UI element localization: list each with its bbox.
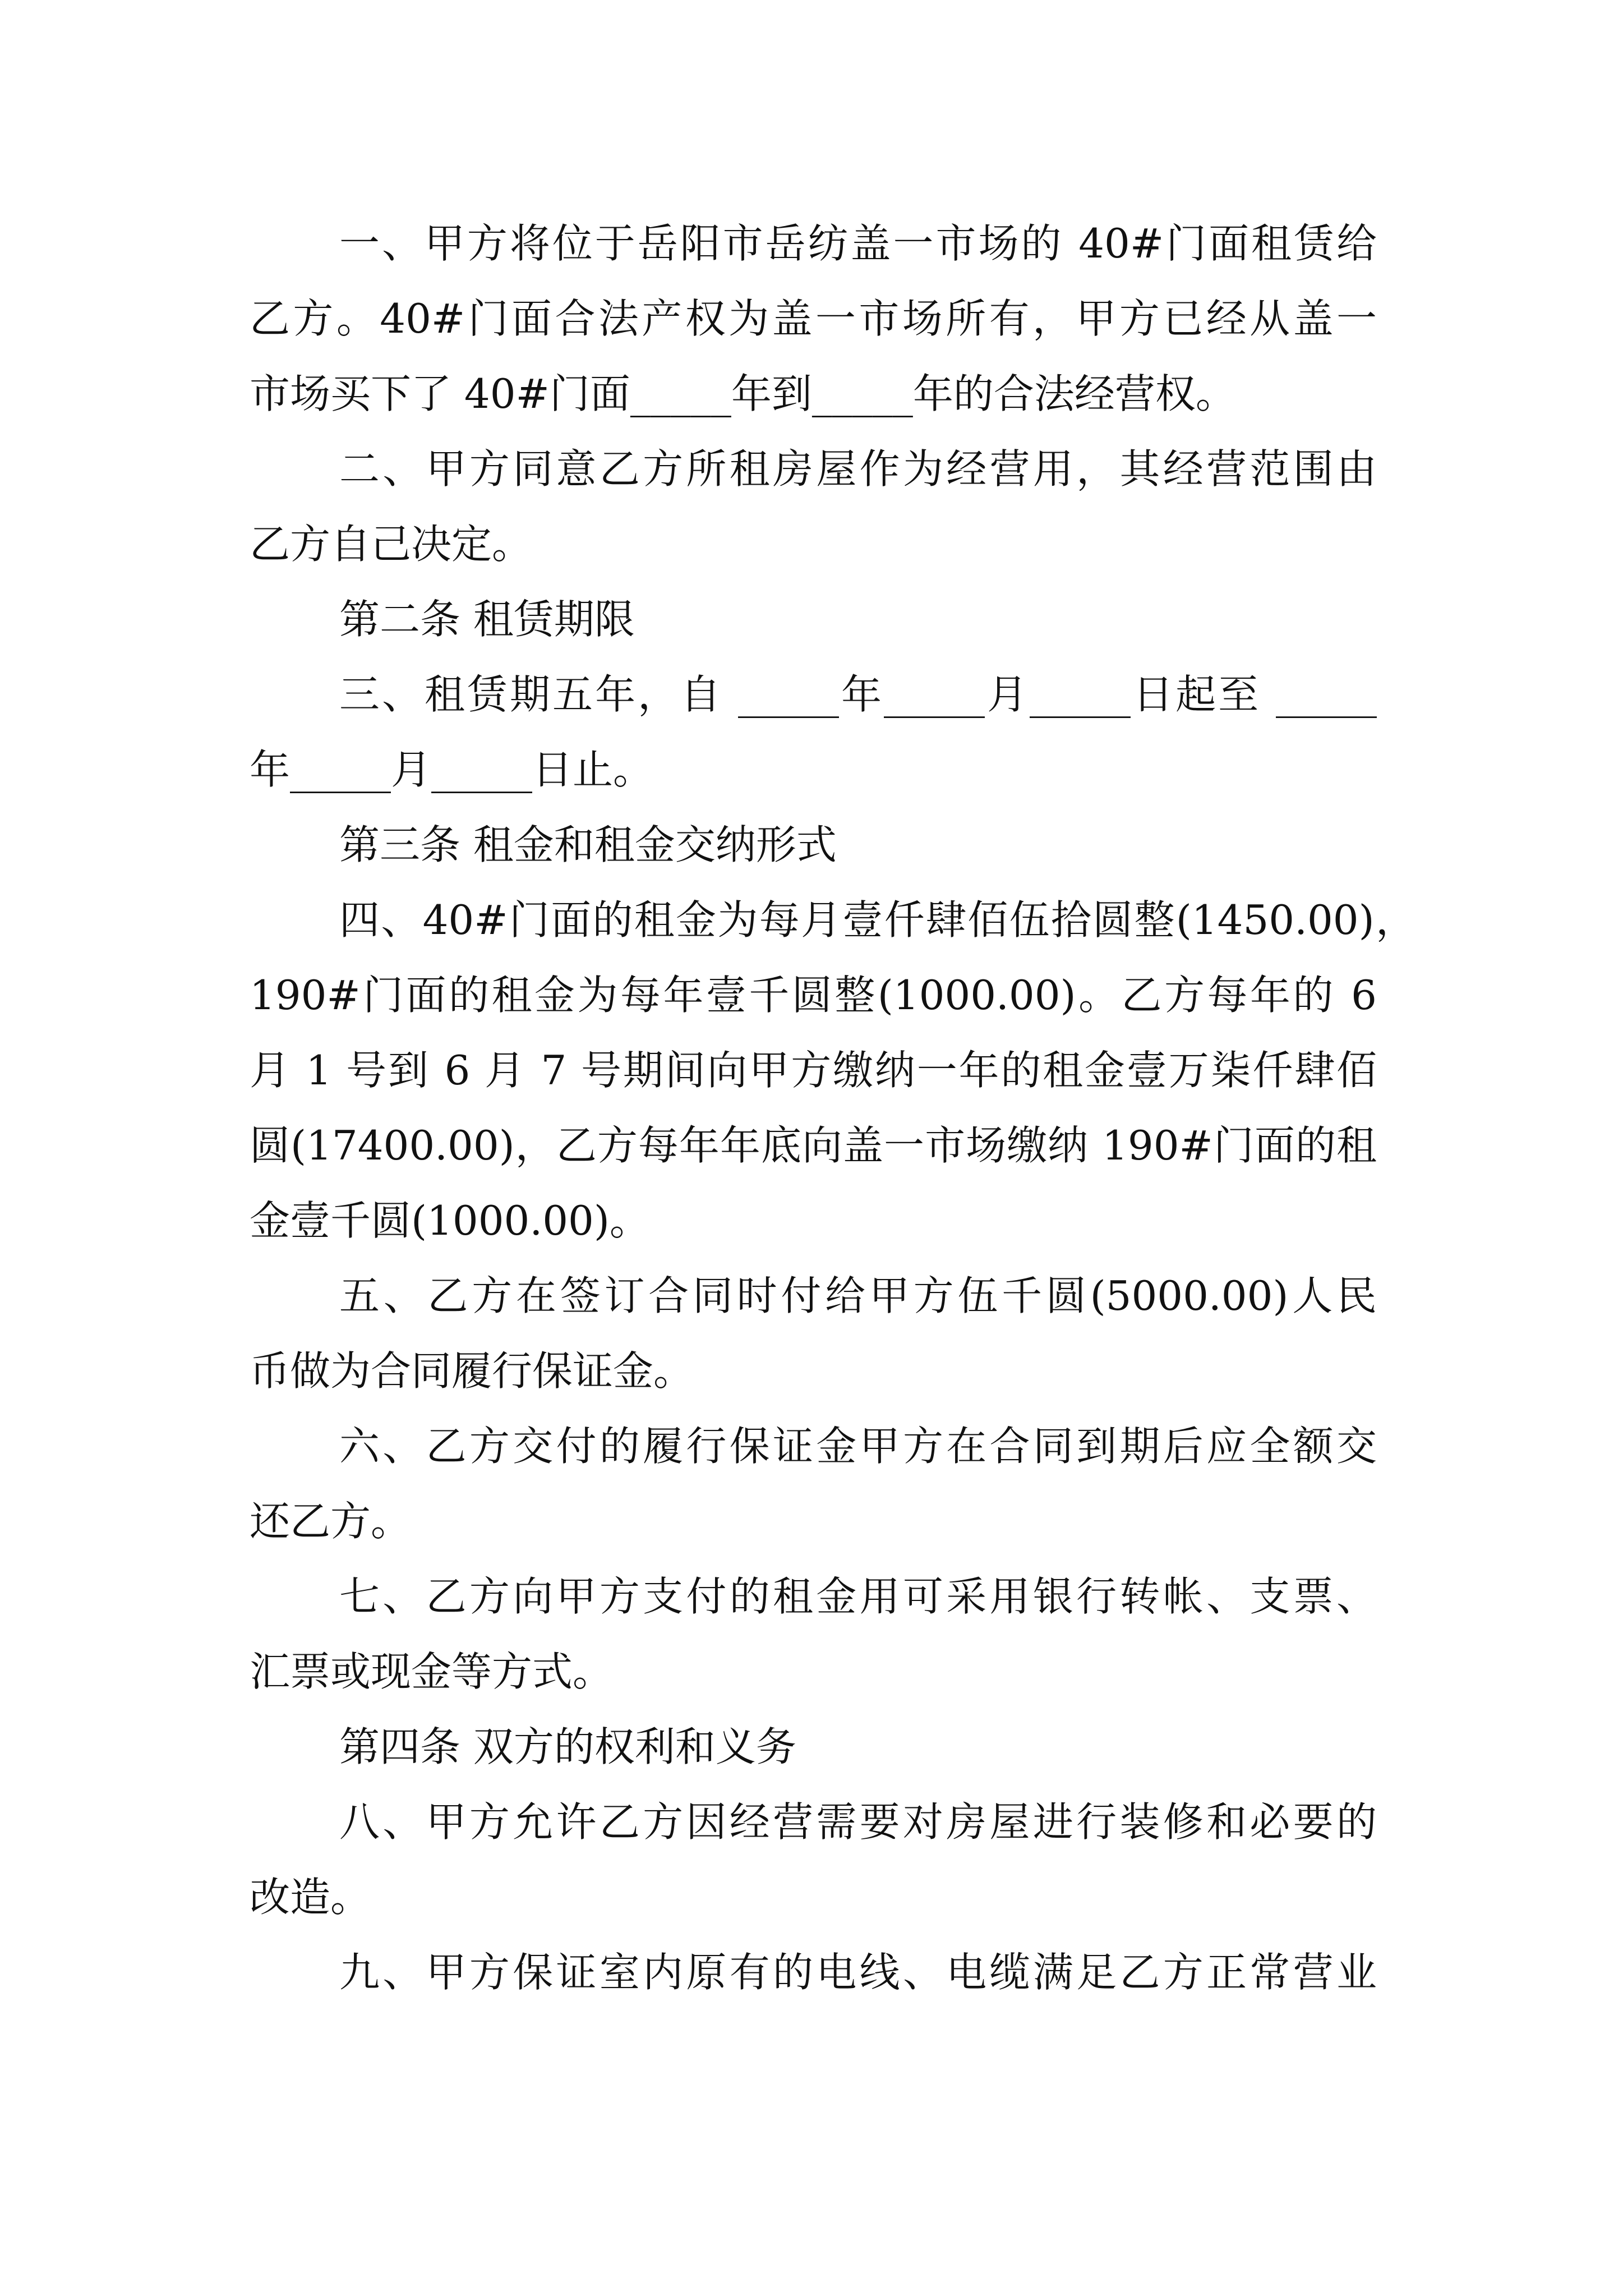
- article-2-heading: 第二条 租赁期限: [339, 596, 635, 643]
- clause-3-line-1: 三、租赁期五年，自 _____年_____月_____日起至 _____: [339, 671, 1377, 718]
- clause-4-line-1: 四、40#门面的租金为每月壹仟肆佰伍拾圆整(1450.00)，: [339, 896, 1416, 944]
- clause-8-line-1: 八、甲方允许乙方因经营需要对房屋进行装修和必要的: [339, 1798, 1377, 1846]
- clause-7-line-1: 七、乙方向甲方支付的租金用可采用银行转帐、支票、: [339, 1573, 1377, 1620]
- article-4-heading: 第四条 双方的权利和义务: [339, 1723, 796, 1770]
- article-3-heading: 第三条 租金和租金交纳形式: [339, 821, 837, 868]
- clause-2-line-1: 二、甲方同意乙方所租房屋作为经营用，其经营范围由: [339, 445, 1377, 493]
- clause-4-line-5: 金壹千圆(1000.00)。: [250, 1197, 650, 1244]
- clause-7-line-2: 汇票或现金等方式。: [250, 1648, 614, 1695]
- clause-3-line-2: 年_____月_____日止。: [250, 746, 654, 793]
- clause-2-line-2: 乙方自己决定。: [250, 521, 533, 568]
- clause-1-line-3: 市场买下了 40#门面_____年到_____年的合法经营权。: [250, 370, 1236, 417]
- clause-6-line-2: 还乙方。: [250, 1498, 412, 1545]
- clause-1-line-1: 一、甲方将位于岳阳市岳纺盖一市场的 40#门面租赁给: [339, 220, 1377, 267]
- clause-1-line-2: 乙方。40#门面合法产权为盖一市场所有，甲方已经从盖一: [250, 295, 1377, 342]
- clause-9-line-1: 九、甲方保证室内原有的电线、电缆满足乙方正常营业: [339, 1949, 1377, 1996]
- clause-5-line-1: 五、乙方在签订合同时付给甲方伍千圆(5000.00)人民: [339, 1272, 1377, 1319]
- clause-8-line-2: 改造。: [250, 1874, 371, 1921]
- clause-4-line-2: 190#门面的租金为每年壹千圆整(1000.00)。乙方每年的 6: [250, 972, 1377, 1019]
- clause-5-line-2: 币做为合同履行保证金。: [250, 1347, 694, 1395]
- clause-6-line-1: 六、乙方交付的履行保证金甲方在合同到期后应全额交: [339, 1423, 1377, 1470]
- clause-4-line-3: 月 1 号到 6 月 7 号期间向甲方缴纳一年的租金壹万柒仟肆佰: [250, 1047, 1377, 1094]
- clause-4-line-4: 圆(17400.00)，乙方每年年底向盖一市场缴纳 190#门面的租: [250, 1122, 1377, 1169]
